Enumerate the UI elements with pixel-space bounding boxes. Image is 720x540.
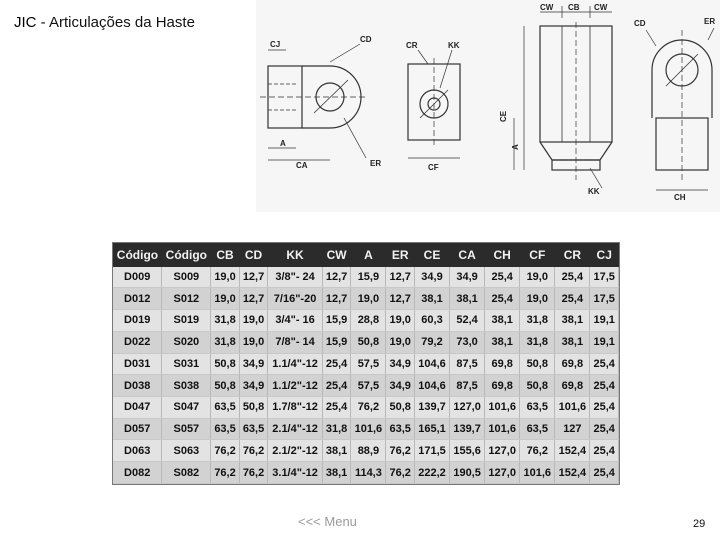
table-cell: 12,7 xyxy=(239,267,268,288)
table-cell: 152,4 xyxy=(555,462,590,484)
table-cell: 171,5 xyxy=(414,440,449,462)
table-cell: 63,5 xyxy=(520,418,555,440)
table-cell: S082 xyxy=(162,462,211,484)
table-cell: 69,8 xyxy=(485,375,520,397)
menu-back-link[interactable]: <<< Menu xyxy=(298,514,357,529)
table-cell: 2.1/4"-12 xyxy=(268,418,323,440)
header-er: ER xyxy=(386,243,415,267)
table-cell: 87,5 xyxy=(450,353,485,375)
dim-label-ce: CE xyxy=(499,110,508,122)
table-cell: 19,1 xyxy=(590,331,619,353)
table-cell: 34,9 xyxy=(450,267,485,288)
table-cell: 12,7 xyxy=(239,288,268,310)
page-number: 29 xyxy=(693,518,706,530)
table-cell: 19,0 xyxy=(211,288,240,310)
clevis-drawing-svg xyxy=(256,0,720,212)
table-cell: 104,6 xyxy=(414,375,449,397)
table-cell: 101,6 xyxy=(351,418,386,440)
header-cf: CF xyxy=(520,243,555,267)
table-row xyxy=(113,267,619,288)
dim-label-a: A xyxy=(280,139,286,148)
table-cell: S038 xyxy=(162,375,211,397)
side-view xyxy=(260,44,366,160)
table-cell: 50,8 xyxy=(351,331,386,353)
table-cell: 19,0 xyxy=(351,288,386,310)
table-cell: 50,8 xyxy=(520,375,555,397)
table-cell: 34,9 xyxy=(414,267,449,288)
dim-label-kk-top: KK xyxy=(588,187,600,196)
table-row xyxy=(113,440,619,462)
dim-label-cr: CR xyxy=(406,41,418,50)
header-cr: CR xyxy=(555,243,590,267)
table-cell: S031 xyxy=(162,353,211,375)
title-text: - Articulações da Haste xyxy=(36,14,195,31)
table-cell: 31,8 xyxy=(322,418,351,440)
table-cell: D012 xyxy=(113,288,162,310)
table-cell: 1.7/8"-12 xyxy=(268,396,323,418)
dim-label-cw-left: CW xyxy=(540,3,554,12)
table-cell: 57,5 xyxy=(351,375,386,397)
table-cell: 87,5 xyxy=(450,375,485,397)
table-cell: 73,0 xyxy=(450,331,485,353)
dim-label-cj: CJ xyxy=(270,40,281,49)
table-cell: 15,9 xyxy=(322,310,351,332)
dimension-labels xyxy=(270,3,715,202)
header-a: A xyxy=(351,243,386,267)
table-cell: D031 xyxy=(113,353,162,375)
table-cell: 1.1/2"-12 xyxy=(268,375,323,397)
table-cell: 101,6 xyxy=(555,396,590,418)
table-cell: 69,8 xyxy=(485,353,520,375)
table-cell: 38,1 xyxy=(555,331,590,353)
table-cell: 25,4 xyxy=(555,267,590,288)
table-cell: 19,0 xyxy=(386,310,415,332)
header-codigo-s: Código xyxy=(162,243,211,267)
front-view-body xyxy=(408,64,460,140)
table-cell: 76,2 xyxy=(386,462,415,484)
table-cell: D022 xyxy=(113,331,162,353)
header-cb: CB xyxy=(211,243,240,267)
table-cell: 1.1/4"-12 xyxy=(268,353,323,375)
table-cell: 25,4 xyxy=(322,353,351,375)
end-view xyxy=(646,28,714,190)
table-row xyxy=(113,418,619,440)
table-cell: 25,4 xyxy=(590,418,619,440)
table-cell: 139,7 xyxy=(414,396,449,418)
table-cell: 28,8 xyxy=(351,310,386,332)
table-cell: 38,1 xyxy=(322,440,351,462)
table-row xyxy=(113,375,619,397)
table-cell: 12,7 xyxy=(386,288,415,310)
table-cell: 19,1 xyxy=(590,310,619,332)
table-cell: 15,9 xyxy=(322,331,351,353)
table-cell: 127,0 xyxy=(450,396,485,418)
table-cell: 69,8 xyxy=(555,375,590,397)
table-cell: S009 xyxy=(162,267,211,288)
table-cell: 19,0 xyxy=(239,331,268,353)
table-header-row xyxy=(113,243,619,267)
table-cell: 127,0 xyxy=(485,462,520,484)
table-cell: 31,8 xyxy=(520,310,555,332)
table-cell: 69,8 xyxy=(555,353,590,375)
table-row xyxy=(113,353,619,375)
table-cell: D038 xyxy=(113,375,162,397)
table-cell: 38,1 xyxy=(555,310,590,332)
table-cell: S020 xyxy=(162,331,211,353)
header-codigo-d: Código xyxy=(113,243,162,267)
header-cd: CD xyxy=(239,243,268,267)
table-cell: 34,9 xyxy=(386,375,415,397)
table-cell: 101,6 xyxy=(520,462,555,484)
table-cell: 76,2 xyxy=(211,440,240,462)
table-cell: 101,6 xyxy=(485,396,520,418)
table-body xyxy=(113,267,619,484)
dim-label-a-top: A xyxy=(511,144,520,150)
header-ce: CE xyxy=(414,243,449,267)
table-cell: D009 xyxy=(113,267,162,288)
table-cell: 52,4 xyxy=(450,310,485,332)
table-cell: 31,8 xyxy=(211,310,240,332)
dim-label-cw-right: CW xyxy=(594,3,608,12)
table-cell: 25,4 xyxy=(590,440,619,462)
table-cell: 25,4 xyxy=(590,462,619,484)
table-cell: S047 xyxy=(162,396,211,418)
table-cell: 76,2 xyxy=(239,462,268,484)
technical-drawing xyxy=(256,0,720,212)
table-cell: 50,8 xyxy=(211,375,240,397)
front-view xyxy=(408,50,460,158)
table-cell: 25,4 xyxy=(555,288,590,310)
table-cell: 38,1 xyxy=(485,310,520,332)
dim-label-ch: CH xyxy=(674,193,686,202)
table-cell: 12,7 xyxy=(322,267,351,288)
table-cell: 19,0 xyxy=(386,331,415,353)
table-cell: 38,1 xyxy=(322,462,351,484)
table-cell: 17,5 xyxy=(590,288,619,310)
table-cell: 25,4 xyxy=(590,353,619,375)
table-cell: 31,8 xyxy=(211,331,240,353)
title-code: JIC xyxy=(14,14,37,31)
table-cell: 63,5 xyxy=(520,396,555,418)
table-cell: D063 xyxy=(113,440,162,462)
page-title xyxy=(14,14,195,31)
table-cell: D019 xyxy=(113,310,162,332)
dimensions-table xyxy=(113,243,619,484)
table-cell: 76,2 xyxy=(239,440,268,462)
table-cell: D057 xyxy=(113,418,162,440)
table-cell: 79,2 xyxy=(414,331,449,353)
table-cell: 38,1 xyxy=(414,288,449,310)
table-cell: 165,1 xyxy=(414,418,449,440)
table-cell: 7/8"- 14 xyxy=(268,331,323,353)
table-row xyxy=(113,310,619,332)
table-row xyxy=(113,288,619,310)
header-kk: KK xyxy=(268,243,323,267)
table-cell: 19,0 xyxy=(211,267,240,288)
table-cell: 3/4"- 16 xyxy=(268,310,323,332)
table-cell: 152,4 xyxy=(555,440,590,462)
table-cell: 76,2 xyxy=(211,462,240,484)
table-cell: 25,4 xyxy=(590,375,619,397)
table-cell: 15,9 xyxy=(351,267,386,288)
table-cell: 127 xyxy=(555,418,590,440)
table-cell: 190,5 xyxy=(450,462,485,484)
table-cell: 104,6 xyxy=(414,353,449,375)
table-cell: 25,4 xyxy=(485,267,520,288)
table-cell: 34,9 xyxy=(386,353,415,375)
table-cell: 34,9 xyxy=(239,375,268,397)
dim-label-er-end: ER xyxy=(704,17,716,26)
table-cell: 19,0 xyxy=(520,288,555,310)
table-cell: 222,2 xyxy=(414,462,449,484)
table-row xyxy=(113,331,619,353)
table-cell: 88,9 xyxy=(351,440,386,462)
header-ch: CH xyxy=(485,243,520,267)
table-cell: 25,4 xyxy=(322,396,351,418)
table-cell: S012 xyxy=(162,288,211,310)
table-cell: 139,7 xyxy=(450,418,485,440)
table-row xyxy=(113,462,619,484)
table-cell: 19,0 xyxy=(520,267,555,288)
table-cell: 127,0 xyxy=(485,440,520,462)
table-cell: 25,4 xyxy=(322,375,351,397)
table-cell: S057 xyxy=(162,418,211,440)
table-cell: 155,6 xyxy=(450,440,485,462)
dim-label-ca: CA xyxy=(296,161,308,170)
table-cell: 50,8 xyxy=(520,353,555,375)
table-cell: 63,5 xyxy=(239,418,268,440)
table-cell: 38,1 xyxy=(450,288,485,310)
header-cj: CJ xyxy=(590,243,619,267)
table-cell: 63,5 xyxy=(211,396,240,418)
dim-label-er: ER xyxy=(370,159,382,168)
table-cell: 76,2 xyxy=(520,440,555,462)
table-cell: D047 xyxy=(113,396,162,418)
table-cell: 101,6 xyxy=(485,418,520,440)
table-cell: 57,5 xyxy=(351,353,386,375)
table-cell: 12,7 xyxy=(386,267,415,288)
table-cell: 12,7 xyxy=(322,288,351,310)
table-cell: 7/16"-20 xyxy=(268,288,323,310)
table-cell: 114,3 xyxy=(351,462,386,484)
table-cell: 76,2 xyxy=(351,396,386,418)
dim-label-cb: CB xyxy=(568,3,580,12)
table-cell: 25,4 xyxy=(590,396,619,418)
dimensions-table-container xyxy=(112,242,620,485)
dim-label-cd: CD xyxy=(360,35,372,44)
table-cell: 38,1 xyxy=(485,331,520,353)
table-cell: 31,8 xyxy=(520,331,555,353)
table-cell: 2.1/2"-12 xyxy=(268,440,323,462)
table-cell: 60,3 xyxy=(414,310,449,332)
dim-label-cf: CF xyxy=(428,163,439,172)
table-cell: S063 xyxy=(162,440,211,462)
table-cell: 17,5 xyxy=(590,267,619,288)
table-cell: 63,5 xyxy=(386,418,415,440)
table-cell: 63,5 xyxy=(211,418,240,440)
table-cell: S019 xyxy=(162,310,211,332)
header-ca: CA xyxy=(450,243,485,267)
dim-label-kk: KK xyxy=(448,41,460,50)
table-cell: 19,0 xyxy=(239,310,268,332)
header-cw: CW xyxy=(322,243,351,267)
table-cell: 50,8 xyxy=(211,353,240,375)
table-cell: 50,8 xyxy=(239,396,268,418)
top-view xyxy=(514,6,612,188)
dim-label-cd-end: CD xyxy=(634,19,646,28)
table-cell: 25,4 xyxy=(485,288,520,310)
table-cell: 3.1/4"-12 xyxy=(268,462,323,484)
table-cell: 34,9 xyxy=(239,353,268,375)
table-cell: 3/8"- 24 xyxy=(268,267,323,288)
table-cell: 76,2 xyxy=(386,440,415,462)
table-cell: D082 xyxy=(113,462,162,484)
table-row xyxy=(113,396,619,418)
table-cell: 50,8 xyxy=(386,396,415,418)
